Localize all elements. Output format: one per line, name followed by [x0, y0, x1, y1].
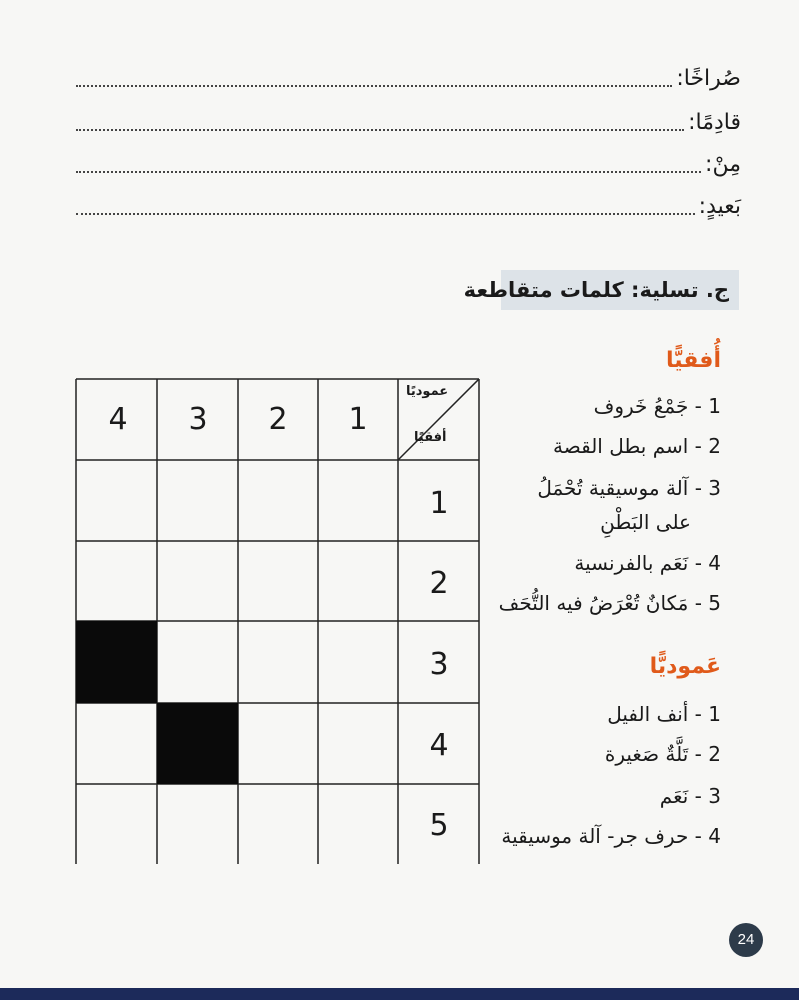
- fill-in-word: قادِمًا:: [688, 110, 741, 135]
- row-number: 2: [429, 566, 449, 601]
- fill-in-word: بَعيدٍ:: [698, 194, 741, 219]
- section-heading: ج. تسلية: كلمات متقاطعة: [501, 270, 739, 310]
- across-clue: 2 - اسم بطل القصة: [553, 434, 721, 458]
- corner-label-vertical: عموديًا: [406, 384, 449, 399]
- column-number: 4: [108, 402, 128, 437]
- fill-in-word: صُراخًا:: [676, 66, 741, 91]
- column-number: 2: [268, 402, 288, 437]
- column-number: 3: [188, 402, 208, 437]
- across-clue: 1 - جَمْعُ خَروف: [593, 394, 721, 418]
- down-heading: عَموديًّا: [649, 654, 721, 679]
- across-clue-continuation: على البَطْنِ: [600, 510, 691, 534]
- black-cell: [157, 703, 238, 784]
- down-clue: 1 - أنف الفيل: [607, 702, 721, 726]
- column-number: 1: [348, 402, 368, 437]
- across-heading: أُفقيًّا: [665, 348, 721, 373]
- corner-label-horizontal: أفقيًا: [414, 430, 447, 445]
- fill-in-word: مِنْ:: [705, 152, 741, 177]
- black-cell: [76, 621, 157, 703]
- down-clue: 4 - حرف جر- آلة موسيقية: [501, 824, 721, 848]
- row-number: 5: [429, 808, 449, 843]
- page-number-badge: 24: [729, 923, 763, 957]
- row-number: 4: [429, 728, 449, 763]
- down-clue: 2 - تَلَّةٌ صَغيرة: [604, 742, 721, 766]
- across-clue: 5 - مَكانٌ تُعْرَضُ فيه التُّحَف: [498, 591, 721, 615]
- across-clue: 3 - آلة موسيقية تُحْمَلُ: [537, 476, 721, 500]
- across-clue: 4 - نَعَم بالفرنسية: [574, 551, 721, 575]
- row-number: 3: [429, 647, 449, 682]
- row-number: 1: [429, 486, 449, 521]
- down-clue: 3 - نَعَم: [659, 784, 721, 808]
- bottom-border: [0, 988, 799, 1000]
